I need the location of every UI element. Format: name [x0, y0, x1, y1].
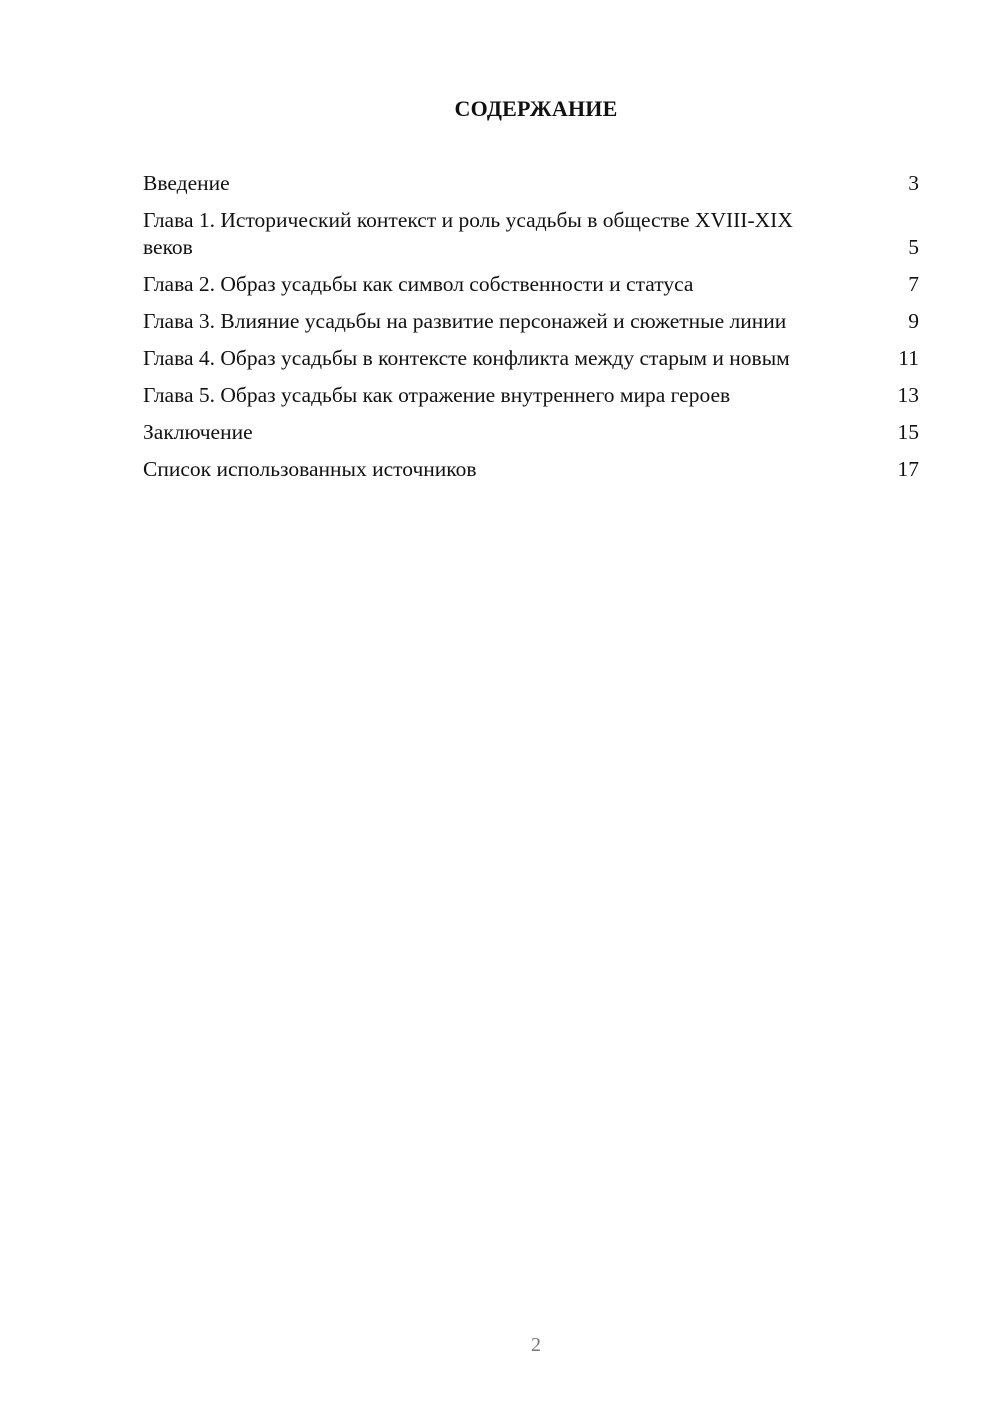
toc-entry-references: [143, 456, 919, 483]
toc-entry-text: Глава 5. Образ усадьбы как отражение внутреннего мира героев: [143, 383, 731, 407]
toc-entry-chapter-5: [143, 382, 919, 409]
toc-entry-text: Глава 1. Исторический контекст и роль усадьбы в обществе XVIII-XIX веков: [143, 208, 793, 259]
toc-title: СОДЕРЖАНИЕ: [454, 96, 618, 121]
toc-entry-text: Глава 2. Образ усадьбы как символ собственности и статуса: [143, 272, 694, 296]
toc-entry-page: 9: [908, 309, 919, 333]
toc-entry-chapter-4: [143, 345, 919, 372]
toc-entry-conclusion: [143, 419, 919, 446]
toc-entry-introduction: [143, 170, 919, 197]
toc-entry-page: 15: [897, 420, 919, 444]
toc-entry-text: Глава 3. Влияние усадьбы на развитие персонажей и сюжетные линии: [143, 309, 787, 333]
toc-entry-page: 17: [897, 457, 919, 481]
toc-entry-page: 5: [908, 235, 919, 259]
toc-entry-page: 13: [897, 383, 919, 407]
toc-entry-text: Список использованных источников: [143, 457, 477, 481]
toc-entry-page: 7: [908, 272, 919, 296]
toc-list: [143, 170, 919, 493]
toc-entry-text: Глава 4. Образ усадьбы в контексте конфликта между старым и новым: [143, 346, 790, 370]
page-number: 2: [531, 1334, 541, 1356]
toc-entry-chapter-1: [143, 207, 919, 261]
toc-entry-page: 3: [908, 171, 919, 195]
toc-entry-chapter-2: [143, 271, 919, 298]
toc-entry-text: Заключение: [143, 420, 253, 444]
toc-entry-text: Введение: [143, 171, 230, 195]
toc-entry-page: 11: [898, 346, 919, 370]
toc-entry-chapter-3: [143, 308, 919, 335]
